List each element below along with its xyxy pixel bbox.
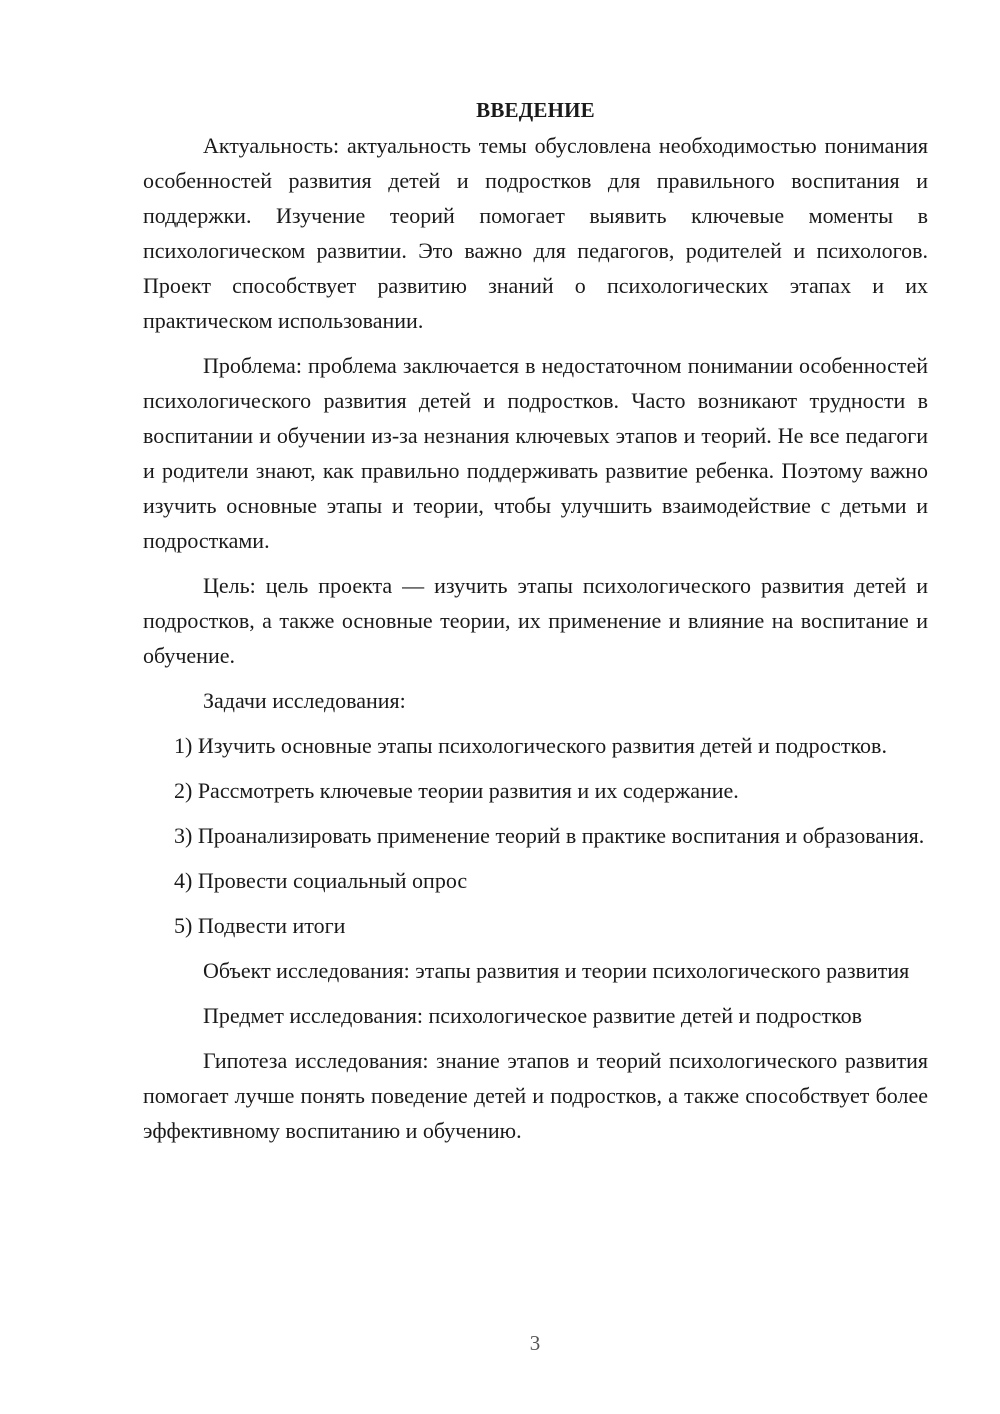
task-item: 1) Изучить основные этапы психологического развития детей и подростков.	[174, 733, 887, 758]
paragraph-problem: Проблема: проблема заключается в недостаточном понимании особенностей психологического развития детей и подростков. Часто возникают трудности в воспитании и обучении из-за незнания ключевых этапов и теорий. Не все педагоги и родители знают, как правильно поддерживать развитие ребенка. Поэтому важно изучить основные этапы и теории, чтобы улучшить взаимодействие с детьми и подростками.	[143, 353, 928, 553]
task-item: 5) Подвести итоги	[174, 913, 346, 938]
task-item: 3) Проанализировать применение теорий в практике воспитания и образования.	[174, 823, 925, 848]
document-page	[143, 92, 928, 1158]
paragraph-object: Объект исследования: этапы развития и теории психологического развития	[203, 958, 910, 983]
paragraph-hypothesis: Гипотеза исследования: знание этапов и теорий психологического развития помогает лучше понять поведение детей и подростков, а также способствует более эффективному воспитанию и обучению.	[143, 1048, 928, 1143]
paragraph-goal: Цель: цель проекта — изучить этапы психологического развития детей и подростков, а также основные теории, их применение и влияние на воспитание и обучение.	[143, 573, 928, 668]
section-title: ВВЕДЕНИЕ	[476, 98, 595, 122]
paragraph-relevance: Актуальность: актуальность темы обусловлена необходимостью понимания особенностей развития детей и подростков для правильного воспитания и поддержки. Изучение теорий помогает выявить ключевые моменты в психологическом развитии. Это важно для педагогов, родителей и психологов. Проект способствует развитию знаний о психологических этапах и их практическом использовании.	[143, 133, 928, 333]
task-item: 2) Рассмотреть ключевые теории развития и их содержание.	[174, 778, 739, 803]
task-item: 4) Провести социальный опрос	[174, 868, 468, 893]
paragraph-subject: Предмет исследования: психологическое развитие детей и подростков	[203, 1003, 863, 1028]
tasks-heading: Задачи исследования:	[203, 688, 406, 713]
page-number: 3	[529, 1331, 541, 1355]
